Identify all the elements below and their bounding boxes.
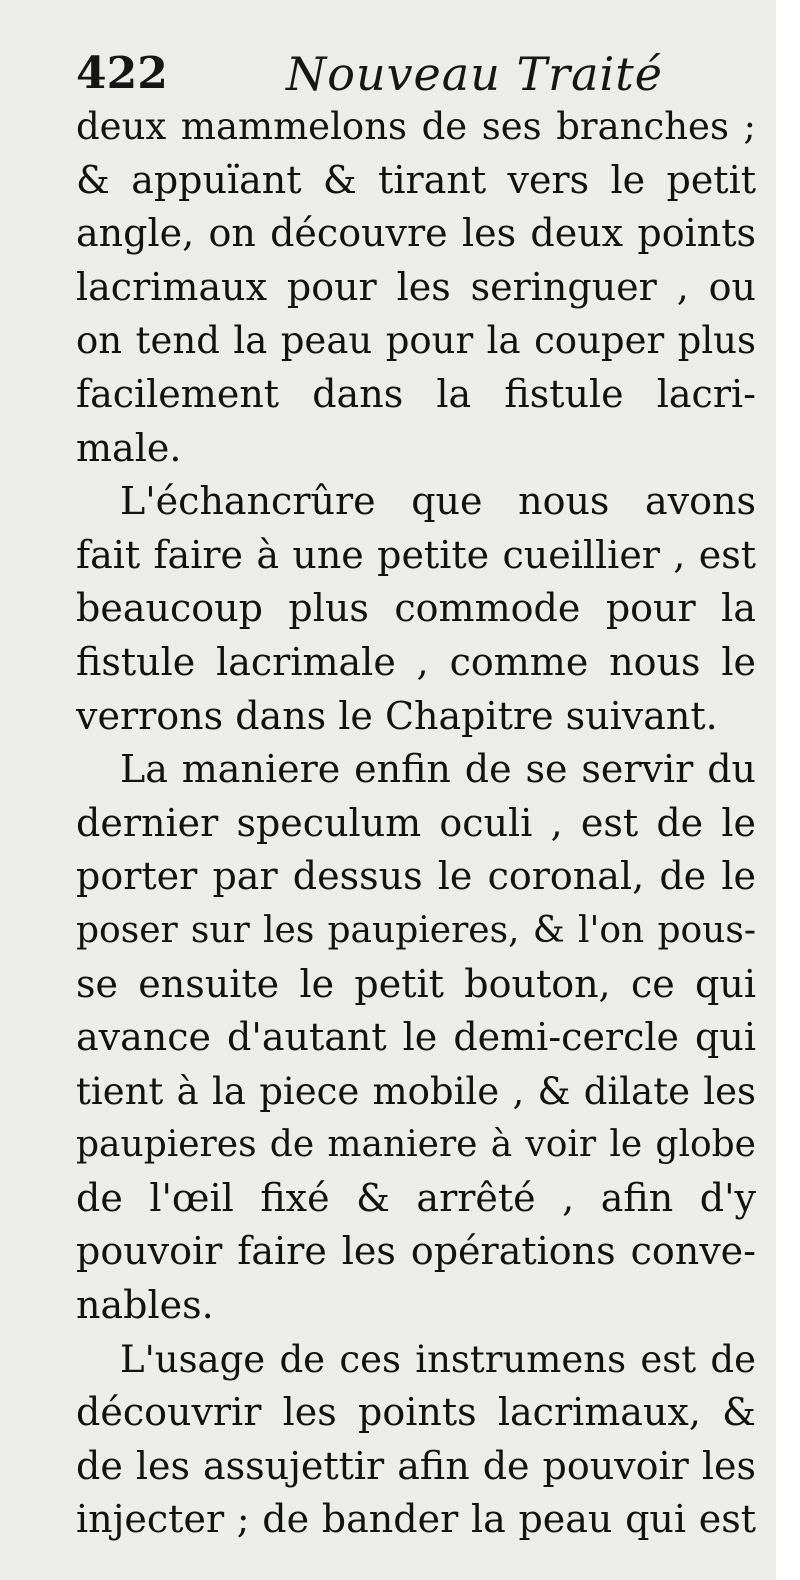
text-line: porter par dessus le coronal, de le <box>76 854 756 899</box>
text-line: male. <box>76 425 182 470</box>
text-line: & appuïant & tirant vers le petit <box>76 157 756 202</box>
text-line: on tend la peau pour la couper plus <box>76 319 756 363</box>
text-line: angle, on découvre les deux points <box>76 211 756 256</box>
text-line: L'usage de ces instrumens est de <box>120 1337 756 1381</box>
running-title: Nouveau Traité <box>286 47 663 101</box>
text-line: verrons dans le Chapitre suivant. <box>76 693 718 738</box>
text-line: facilement dans la fistule lacri- <box>76 371 756 416</box>
body-text <box>76 100 756 1547</box>
text-line: lacrimaux pour les seringuer , ou <box>76 264 756 309</box>
text-line: fait faire à une petite cueillier , est <box>76 532 756 577</box>
text-line: La maniere enfin de se servir du <box>120 747 756 792</box>
text-line: de les assujettir afin de pouvoir les <box>76 1443 756 1488</box>
text-line: se ensuite le petit bouton, ce qui <box>76 961 756 1006</box>
text-line: dernier speculum oculi , est de le <box>76 800 756 845</box>
text-line: pouvoir faire les opérations conve- <box>76 1229 756 1274</box>
text-line: poser sur les paupieres, & l'on pous- <box>76 909 756 951</box>
page-header <box>76 46 756 102</box>
page-number: 422 <box>76 48 168 99</box>
text-line: de l'œil fixé & arrêté , afin d'y <box>76 1175 756 1220</box>
text-line: avance d'autant le demi-cercle qui <box>76 1015 756 1060</box>
text-line: L'échancrûre que nous avons <box>120 479 756 524</box>
text-line: nables. <box>76 1283 214 1328</box>
text-line: beaucoup plus commode pour la <box>76 586 756 631</box>
text-line: découvrir les points lacrimaux, & <box>76 1390 756 1435</box>
text-line: fistule lacrimale , comme nous le <box>76 639 756 684</box>
text-line: tient à la piece mobile , & dilate les <box>76 1069 756 1113</box>
text-line: deux mammelons de ses branches ; <box>76 105 756 148</box>
page-edge <box>776 0 800 1580</box>
text-line: paupieres de maniere à voir le globe <box>76 1124 756 1166</box>
text-line: injecter ; de bander la peau qui est <box>76 1497 756 1542</box>
